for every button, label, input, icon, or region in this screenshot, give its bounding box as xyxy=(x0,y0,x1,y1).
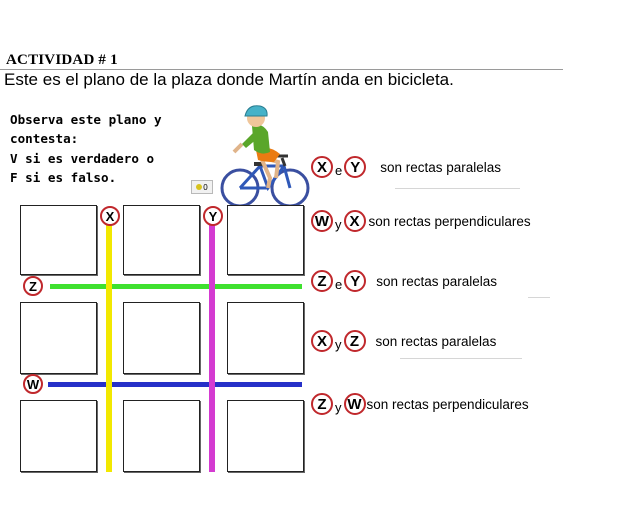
line-label-badge: Z xyxy=(344,330,366,352)
answer-line xyxy=(400,358,522,359)
block-square xyxy=(20,302,97,374)
line-label-badge: Y xyxy=(344,270,366,292)
line-label-badge: X xyxy=(311,330,333,352)
street-w-line xyxy=(48,382,302,387)
statement-text: son rectas paralelas xyxy=(376,273,498,289)
block-square xyxy=(123,205,200,275)
line-label-badge: W xyxy=(311,210,333,232)
street-z-label: Z xyxy=(23,276,43,296)
instruction-line: contesta: xyxy=(10,131,79,146)
instruction-line: Observa este plano y xyxy=(10,112,162,127)
block-square xyxy=(227,205,304,275)
line-label-badge: Z xyxy=(311,393,333,415)
street-x-label: X xyxy=(100,206,120,226)
block-square xyxy=(227,400,304,472)
connector-word: e xyxy=(335,276,343,292)
statement-row xyxy=(311,208,531,234)
instruction-line: F si es falso. xyxy=(10,170,117,185)
block-square xyxy=(20,400,97,472)
connector-word: e xyxy=(335,162,343,178)
activity-title: ACTIVIDAD # 1 xyxy=(6,52,118,68)
statement-row xyxy=(311,328,496,354)
street-x-line xyxy=(106,222,112,472)
line-label-badge: X xyxy=(311,156,333,178)
line-label-badge: Z xyxy=(311,270,333,292)
line-label-badge: Y xyxy=(344,156,366,178)
answer-line xyxy=(395,188,520,189)
block-square xyxy=(123,302,200,374)
line-label-badge: W xyxy=(344,393,366,415)
street-y-label: Y xyxy=(203,206,223,226)
statement-row xyxy=(311,154,501,180)
toggle-label: 0 xyxy=(203,182,208,192)
street-w-label: W xyxy=(23,374,43,394)
answer-line xyxy=(528,297,550,298)
statement-text: son rectas paralelas xyxy=(375,333,497,349)
cyclist-icon xyxy=(218,104,314,214)
connector-word: y xyxy=(335,399,342,415)
block-square xyxy=(123,400,200,472)
statement-text: son rectas perpendiculares xyxy=(366,396,529,412)
statement-row xyxy=(311,268,497,294)
street-z-line xyxy=(50,284,302,289)
statement-text: son rectas perpendiculares xyxy=(368,213,531,229)
statement-row xyxy=(311,391,529,417)
connector-word: y xyxy=(335,336,342,352)
block-square xyxy=(227,302,304,374)
street-y-line xyxy=(209,222,215,472)
indicator-dot-icon xyxy=(196,184,202,190)
page-subtitle: Este es el plano de la plaza donde Martín anda en bicicleta. xyxy=(4,70,454,89)
statement-text: son rectas paralelas xyxy=(380,159,502,175)
line-label-badge: X xyxy=(344,210,366,232)
block-square xyxy=(20,205,97,275)
connector-word: y xyxy=(335,216,342,232)
instruction-line: V si es verdadero o xyxy=(10,151,155,166)
toggle-widget[interactable] xyxy=(191,180,213,194)
